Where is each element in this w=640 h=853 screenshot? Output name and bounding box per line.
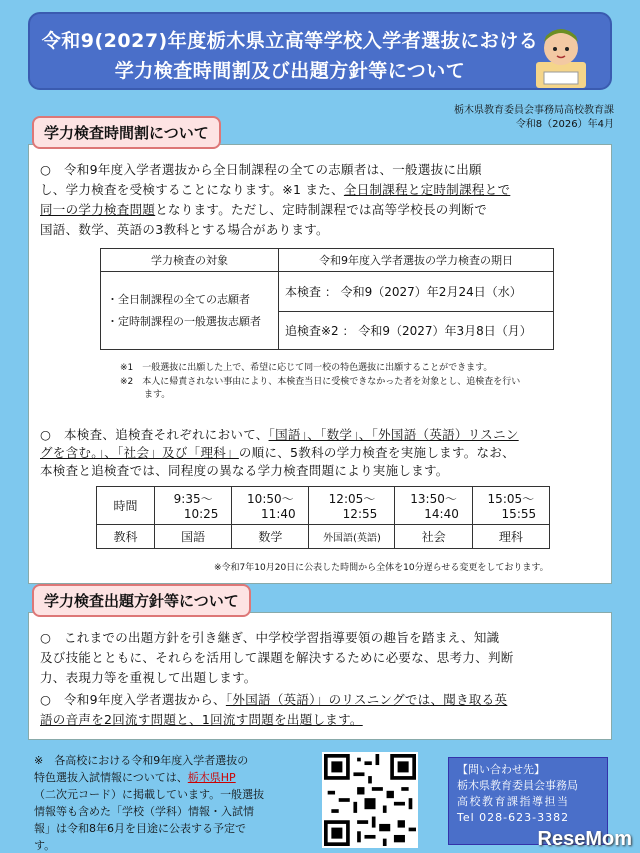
qr-code-icon[interactable] — [322, 752, 418, 848]
time-slot: 10:50〜 11:40 — [232, 487, 309, 525]
mascot-icon — [532, 22, 590, 92]
time-slot: 12:05〜 12:55 — [309, 487, 395, 525]
contact-dept: 高校教育課指導担当 — [457, 795, 570, 808]
timetable-note: ※令和7年10月20日に公表した時間から全体を10分遅らせる変更をしております。 — [214, 563, 549, 573]
header-banner — [28, 12, 612, 90]
section2-paragraph-1: ○ これまでの出題方針を引き継ぎ、中学校学習指導要領の趣旨を踏まえ、知識 及び技能とともに、それらを活用して課題を解決するために必要な、思考力、判断 力、表現力等を重視して出題します。 — [40, 630, 514, 685]
target-cell: ・全日制課程の全ての志願者 ・定時制課程の一般選抜志願者 — [101, 272, 279, 350]
table-header: 学力検査の対象 — [101, 249, 279, 272]
exam-date-table — [100, 248, 554, 350]
time-slot: 9:35〜 10:25 — [155, 487, 232, 525]
subject-cell: 理科 — [472, 525, 549, 549]
title-line-2: 学力検査時間割及び出題方針等について — [114, 60, 466, 82]
subject-cell: 社会 — [395, 525, 472, 549]
timetable-row-label: 時間 — [97, 487, 155, 525]
time-slot: 13:50〜 14:40 — [395, 487, 472, 525]
resemom-logo: ReseMom — [537, 828, 632, 850]
subject-cell: 外国語(英語) — [309, 525, 395, 549]
subject-cell: 数学 — [232, 525, 309, 549]
org-info — [454, 104, 614, 132]
timetable-row-label: 教科 — [97, 525, 155, 549]
section2-title: 学力検査出題方針等について — [32, 584, 251, 617]
contact-title: 【問い合わせ先】 — [457, 763, 545, 776]
org-name: 栃木県教育委員会事務局高校教育課 — [454, 105, 614, 116]
section1-paragraph-1: ○ 令和9年度入学者選抜から全日制課程の全ての志願者は、一般選抜に出願 し、学力検査を受検することになります。※1 また、全日制課程と定時制課程とで 同一の学力検査問題となります。ただし、定時制課程では高等学校長の判断で 国語、数学、英語の3教科とする場合があります。 — [40, 162, 511, 237]
publish-date: 令和8（2026）年4月 — [515, 119, 614, 130]
section1-title: 学力検査時間割について — [32, 116, 221, 149]
timetable — [96, 486, 550, 549]
footnote-1: ※1 一般選抜に出願した上で、希望に応じて同一校の特色選抜に出願することができます。 — [120, 363, 493, 373]
subject-cell: 国語 — [155, 525, 232, 549]
time-slot: 15:05〜 15:55 — [472, 487, 549, 525]
makeup-exam-date: 追検査※2 ： 令和9（2027）年3月8日（月） — [279, 312, 554, 350]
table-header: 令和9年度入学者選抜の学力検査の期日 — [279, 249, 554, 272]
section1-paragraph-2: ○ 本検査、追検査それぞれにおいて、「国語」、「数学」、「外国語（英語）リスニン グを含む。」、「社会」及び「理科」の順に、5教科の学力検査を実施します。なお、 本検査と追検査では、同程度の異なる学力検査問題により実施します。 — [40, 427, 519, 478]
footnote-2: ※2 本人に帰責されない事由により、本検査当日に受検できなかった者を対象とし、追検査を行い ます。 — [120, 377, 521, 400]
main-exam-date: 本検査 ： 令和9（2027）年2月24日（水） — [279, 272, 554, 312]
section2-paragraph-2: ○ 令和9年度入学者選抜から、「外国語（英語）」のリスニングでは、聞き取る英 語の音声を2回流す問題と、1回流す問題を出題します。 — [40, 692, 508, 727]
title-line-1: 令和9(2027)年度栃木県立高等学校入学者選抜における — [41, 30, 539, 52]
bottom-note: ※ 各高校における令和9年度入学者選抜の 特色選抜入試情報については、栃木県HP （二次元コード）に掲載しています。一般選抜 情報等も含めた「学校（学科）情報・入試情 報」は令和8年6月を目途に公表する予定で す。 — [34, 754, 265, 852]
prefecture-hp-link[interactable]: 栃木県HP — [187, 771, 236, 784]
contact-org: 栃木県教育委員会事務局 — [457, 779, 578, 792]
contact-tel: Tel 028-623-3382 — [457, 811, 570, 824]
